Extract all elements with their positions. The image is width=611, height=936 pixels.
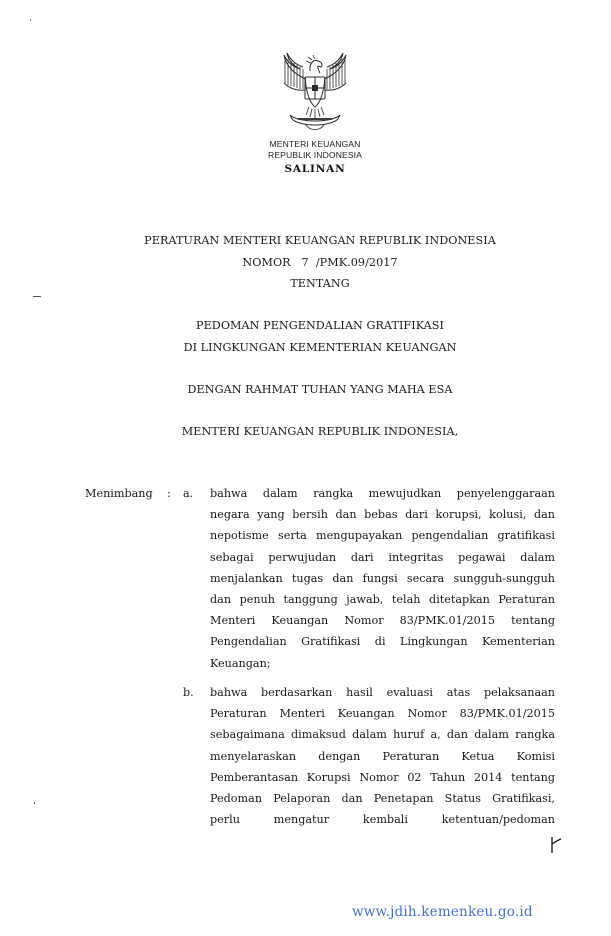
- preamble: DENGAN RAHMAT TUHAN YANG MAHA ESA: [187, 383, 453, 396]
- text-line: sebagaimana dimaksud dalam huruf a, dan dalam rangka: [210, 728, 555, 742]
- text-line: Pemberantasan Korupsi Nomor 02 Tahun 2014 tentang: [210, 770, 555, 784]
- text-line: perlu mengatur kembali ketentuan/pedoman: [210, 813, 555, 827]
- website-link[interactable]: www.jdih.kemenkeu.go.id: [352, 904, 533, 920]
- scan-speck: [30, 19, 31, 21]
- subject-line-2: DI LINGKUNGAN KEMENTERIAN KEUANGAN: [183, 341, 457, 354]
- ministry-line-2: REPUBLIK INDONESIA: [268, 149, 362, 160]
- text-line: nepotisme serta mengupayakan pengendalian gratifikasi: [210, 529, 555, 543]
- scan-speck: [33, 296, 41, 297]
- text-line: menjalankan tugas dan fungsi secara sungguh-sungguh: [210, 571, 555, 585]
- issuer: MENTERI KEUANGAN REPUBLIK INDONESIA,: [181, 425, 459, 438]
- considering-item-b: [210, 682, 555, 830]
- text-line: Keuangan;: [210, 656, 271, 670]
- text-line: bahwa dalam rangka mewujudkan penyelenggaraan: [210, 487, 555, 500]
- text-line: sebagai perwujudan dari integritas pegawai dalam: [210, 550, 555, 564]
- considering-label: Menimbang: [85, 487, 153, 500]
- about-label: TENTANG: [290, 277, 350, 290]
- considering-colon: :: [167, 487, 171, 500]
- text-line: Pedoman Pelaporan dan Penetapan Status Gratifikasi,: [210, 791, 555, 805]
- ministry-line-1: MENTERI KEUANGAN: [269, 139, 361, 149]
- regulation-number: NOMOR 7 /PMK.09/2017: [242, 256, 398, 269]
- text-line: Pengendalian Gratifikasi di Lingkungan Kementerian: [210, 635, 555, 649]
- ministry-heading: [230, 139, 400, 160]
- item-marker-a: a.: [183, 487, 194, 500]
- copy-label: SALINAN: [284, 163, 346, 175]
- text-line: menyelaraskan dengan Peraturan Ketua Komisi: [210, 749, 555, 763]
- text-line: dan penuh tanggung jawab, telah ditetapkan Peraturan: [210, 592, 555, 606]
- text-line: Peraturan Menteri Keuangan Nomor 83/PMK.01/2015: [210, 707, 555, 721]
- garuda-emblem-icon: [276, 49, 354, 135]
- item-marker-b: b.: [183, 686, 194, 699]
- scan-speck: [34, 802, 35, 804]
- text-line: negara yang bersih dan bebas dari korupsi, kolusi, dan: [210, 508, 555, 522]
- text-line: Menteri Keuangan Nomor 83/PMK.01/2015 tentang: [210, 614, 555, 628]
- regulation-title: PERATURAN MENTERI KEUANGAN REPUBLIK INDONESIA: [144, 234, 496, 247]
- text-line: bahwa berdasarkan hasil evaluasi atas pelaksanaan: [210, 686, 555, 699]
- considering-item-a: [210, 483, 555, 674]
- subject-line-1: PEDOMAN PENGENDALIAN GRATIFIKASI: [196, 319, 444, 332]
- handwritten-initial-mark: [549, 836, 563, 854]
